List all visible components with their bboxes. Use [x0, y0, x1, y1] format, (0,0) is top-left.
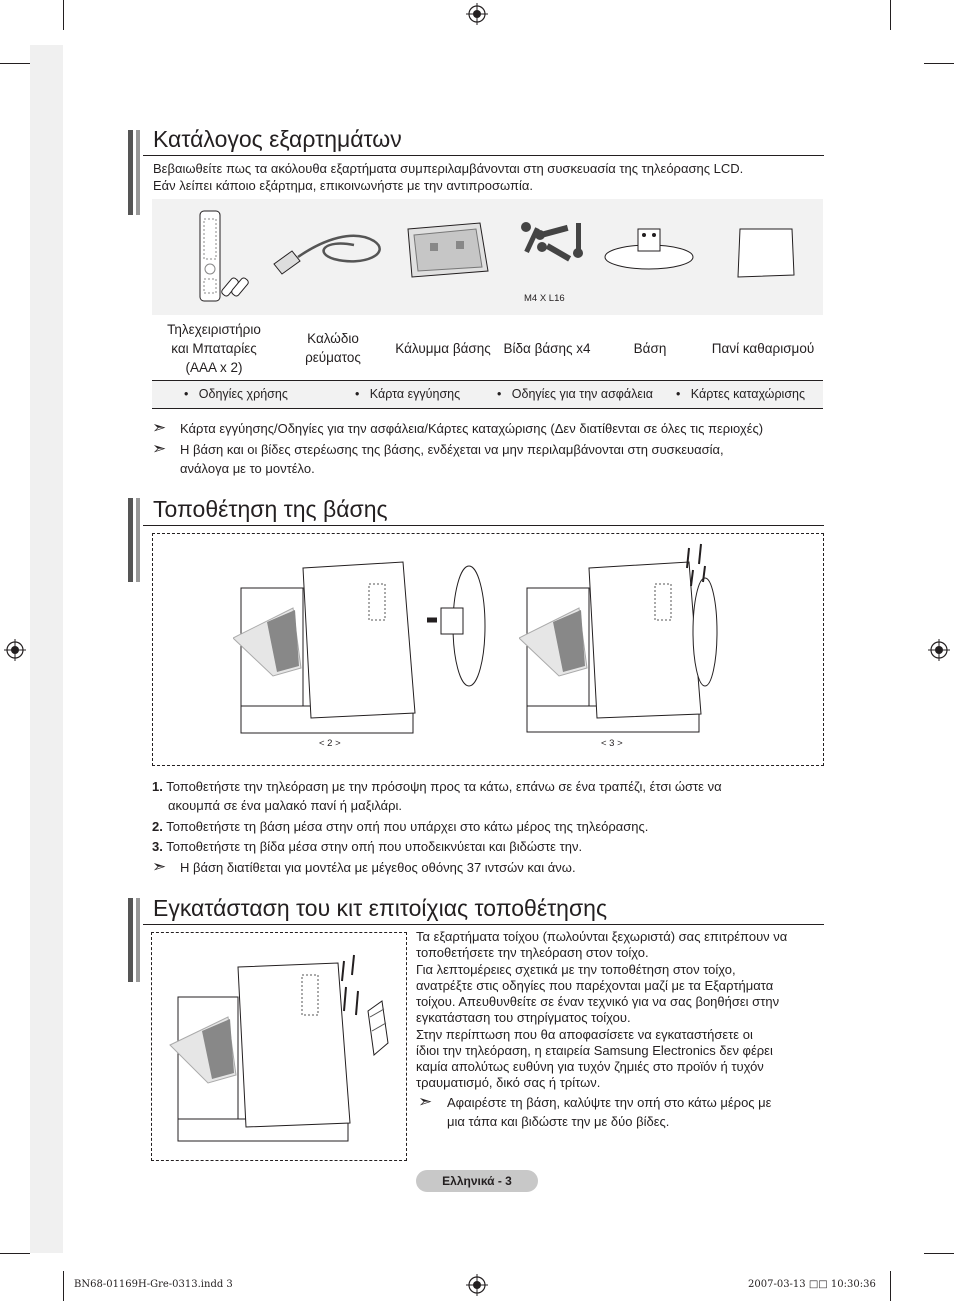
accessory-label-stand: Βάση: [633, 341, 667, 356]
power-cord-icon: [264, 219, 392, 279]
note-text: Η βάση διατίθεται για μοντέλα με μέγεθος οθόνης 37 ιντσών και άνω.: [180, 860, 576, 875]
intro-text: Εάν λείπει κάποιο εξάρτημα, επικοινωνήστε με την αντιπροσωπία.: [153, 178, 533, 193]
tv-stand-illustration-step3: [519, 542, 829, 738]
accessories-illustration-panel: [152, 199, 823, 315]
figure-caption-3: < 3 >: [601, 738, 623, 749]
section-marker: [136, 898, 140, 982]
step-item-continued: ακουμπά σε ένα μαλακό πανί ή μαξιλάρι.: [168, 798, 403, 813]
registration-mark-icon: [928, 639, 950, 661]
step-item: 3. Τοποθετήστε τη βίδα μέσα στην οπή που υποδεικνύεται και βιδώστε την.: [152, 839, 583, 854]
tv-stand-illustration-step2: [233, 548, 533, 738]
crop-mark: [890, 0, 891, 30]
section-rule: [143, 924, 824, 925]
wall-mount-text: Στην περίπτωση που θα αποφασίσετε να εγκαταστήσετε οι: [416, 1027, 753, 1042]
remote-control-icon: [196, 209, 252, 305]
print-date-info: 2007-03-13 □□ 10:30:36: [748, 1279, 876, 1290]
intro-text: Βεβαιωθείτε πως τα ακόλουθα εξαρτήματα συμπεριλαμβάνονται στη συσκευασία της τηλεόρασης LCD.: [153, 161, 744, 176]
section-marker: [128, 130, 133, 215]
note-text: Η βάση και οι βίδες στερέωσης της βάσης, ενδέχεται να μην περιλαμβάνονται στη συσκευασία,: [180, 442, 724, 457]
documents-list: [152, 380, 823, 409]
stand-installation-diagram: [152, 533, 824, 766]
note-arrow-icon: ➣: [152, 439, 167, 458]
wall-mount-text: ίδιοι την τηλεόραση, η εταιρεία Samsung Electronics δεν φέρει: [416, 1043, 773, 1058]
step-item: 2. Τοποθετήστε τη βάση μέσα στην οπή που υπάρχει στο κάτω μέρος της τηλεόρασης.: [152, 819, 649, 834]
page-number-badge: Ελληνικά - 3: [416, 1170, 538, 1192]
section-marker: [128, 498, 133, 582]
wall-mount-text: ανατρέξτε στις οδηγίες που παρέχονται μαζί με τα Εξαρτήματα: [416, 978, 774, 993]
section-title-stand: Τοποθέτηση της βάσης: [153, 496, 388, 522]
document-item: • Οδηγίες χρήσης: [184, 387, 288, 401]
section-marker: [136, 498, 140, 582]
note-text: Αφαιρέστε τη βάση, καλύψτε την οπή στο κάτω μέρος με: [447, 1095, 772, 1110]
wall-mount-text: Τα εξαρτήματα τοίχου (πωλούνται ξεχωριστά) σας επιτρέπουν να: [416, 929, 788, 944]
accessory-label-stand-screws: Βίδα βάσης x4: [503, 341, 591, 356]
page-side-shade: [30, 45, 63, 1253]
note-arrow-icon: ➣: [152, 418, 167, 437]
wall-mount-text: τραυματισμό, δικό σας ή τρίτων.: [416, 1075, 601, 1090]
screw-size-caption: M4 X L16: [524, 293, 565, 304]
crop-mark: [0, 1253, 30, 1254]
figure-caption-2: < 2 >: [319, 738, 341, 749]
wall-mount-text: καμία απολύτως ευθύνη για τυχόν ζημιές στο προϊόν ή τυχόν: [416, 1059, 764, 1074]
note-text: ανάλογα με το μοντέλο.: [180, 461, 315, 476]
crop-mark: [0, 63, 30, 64]
crop-mark: [63, 0, 64, 30]
section-title-wall-mount: Εγκατάσταση του κιτ επιτοίχιας τοποθέτησης: [153, 895, 608, 921]
section-rule: [143, 525, 824, 526]
registration-mark-icon: [466, 1274, 488, 1296]
note-arrow-icon: ➣: [418, 1092, 433, 1111]
section-title-accessories: Κατάλογος εξαρτημάτων: [153, 126, 402, 152]
file-info: BN68-01169H-Gre-0313.indd 3: [74, 1279, 233, 1290]
section-marker: [136, 130, 140, 215]
document-item: • Κάρτες καταχώρισης: [676, 387, 806, 401]
accessory-label-stand-cover: Κάλυμμα βάσης: [395, 341, 491, 356]
note-text: μια τάπα και βιδώστε την με δύο βίδες.: [447, 1114, 670, 1129]
accessory-label-remote: Τηλεχειριστήριο και Μπαταρίες (AAA x 2): [167, 322, 261, 375]
note-text: Κάρτα εγγύησης/Οδηγίες για την ασφάλεια/Κάρτες καταχώρισης (Δεν διατίθενται σε όλες τις περιοχές): [180, 421, 764, 436]
tv-wall-mount-illustration: [162, 951, 398, 1147]
step-item: 1. Τοποθετήστε την τηλεόραση με την πρόσοψη προς τα κάτω, επάνω σε ένα τραπέζι, έτσι ώστε να: [152, 779, 722, 794]
registration-mark-icon: [466, 3, 488, 25]
accessory-label-power-cord: Καλώδιο ρεύματος: [305, 331, 361, 365]
stand-icon: [602, 223, 696, 273]
crop-mark: [63, 1271, 64, 1301]
wall-mount-text: εγκατάσταση του στηρίγματος τοίχου.: [416, 1010, 631, 1025]
registration-mark-icon: [4, 639, 26, 661]
section-marker: [128, 898, 133, 982]
stand-cover-icon: [400, 219, 490, 279]
wall-mount-text: τοίχου. Απευθυνθείτε σε έναν τεχνικό για να σας βοηθήσει στην: [416, 994, 780, 1009]
wall-mount-text: τοποθετήσετε την τηλεόραση στον τοίχο.: [416, 945, 649, 960]
wall-mount-diagram: [151, 932, 407, 1161]
note-arrow-icon: ➣: [152, 857, 167, 876]
stand-screws-icon: [512, 219, 592, 289]
wall-mount-text: Για λεπτομέρειες σχετικά με την τοποθέτηση στον τοίχο,: [416, 962, 736, 977]
document-item: • Κάρτα εγγύησης: [355, 387, 461, 401]
document-item: • Οδηγίες για την ασφάλεια: [497, 387, 653, 401]
section-rule: [143, 155, 824, 156]
cleaning-cloth-icon: [734, 225, 798, 281]
crop-mark: [924, 1253, 954, 1254]
crop-mark: [924, 63, 954, 64]
crop-mark: [890, 1271, 891, 1301]
accessory-label-cleaning-cloth: Πανί καθαρισμού: [711, 341, 815, 356]
